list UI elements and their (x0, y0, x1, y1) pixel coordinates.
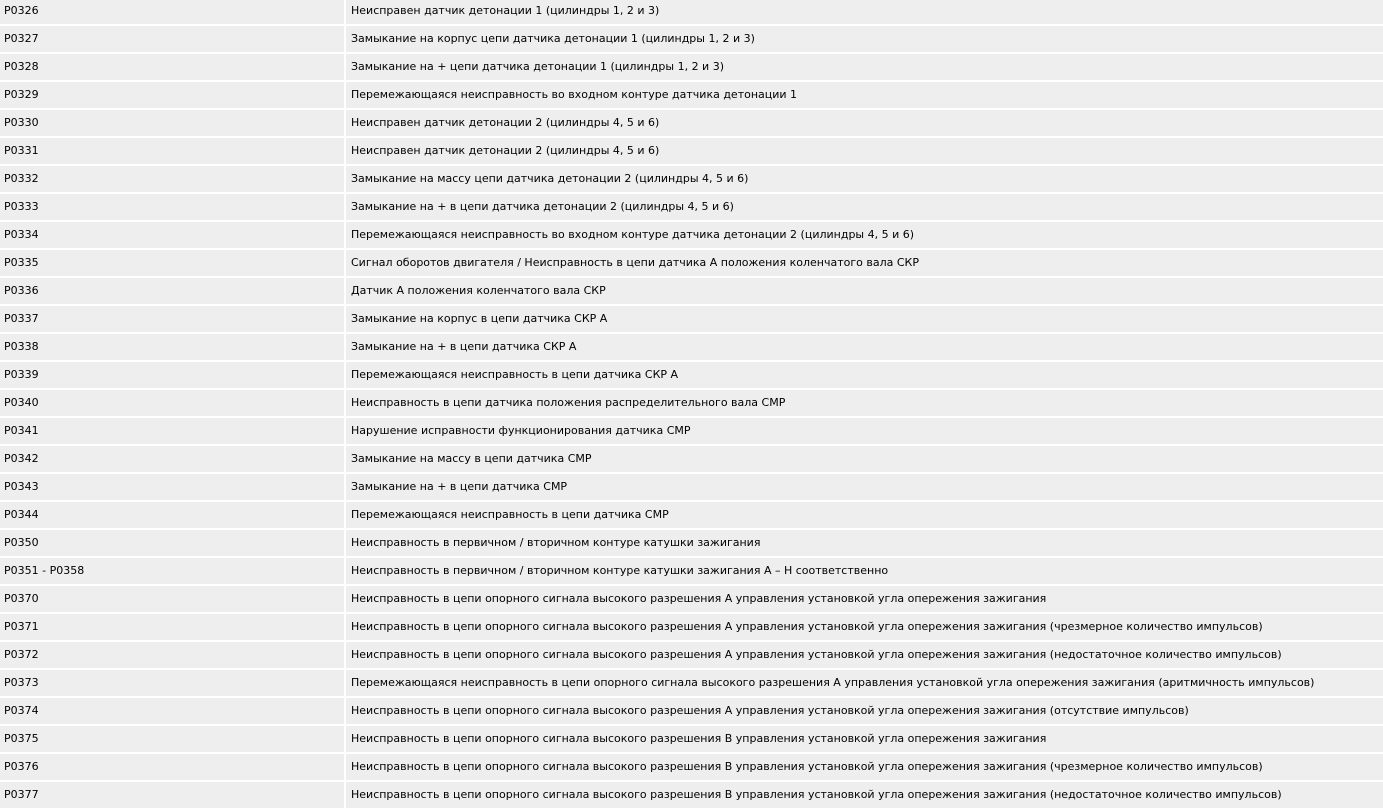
table-row (0, 306, 1383, 334)
table-row (0, 782, 1383, 810)
error-description-cell: Перемежающаяся неисправность во входном контуре датчика детонации 2 (цилиндры 4, 5 и 6) (346, 222, 1383, 250)
error-code-cell: P0339 (0, 362, 346, 390)
error-code-cell: P0333 (0, 194, 346, 222)
error-code-cell: P0376 (0, 754, 346, 782)
error-description-cell: Перемежающаяся неисправность в цепи опорного сигнала высокого разрешения А управления установкой угла опережения зажигания (аритмичность импульсов) (346, 670, 1383, 698)
table-row (0, 390, 1383, 418)
table-row (0, 26, 1383, 54)
table-row (0, 502, 1383, 530)
error-code-cell: P0351 - P0358 (0, 558, 346, 586)
error-code-cell: P0327 (0, 26, 346, 54)
table-row (0, 754, 1383, 782)
error-code-cell: P0374 (0, 698, 346, 726)
error-code-cell: P0329 (0, 82, 346, 110)
error-code-cell: P0371 (0, 614, 346, 642)
error-description-cell: Неисправность в цепи опорного сигнала высокого разрешения В управления установкой угла опережения зажигания (346, 726, 1383, 754)
error-description-cell: Замыкание на массу цепи датчика детонации 2 (цилиндры 4, 5 и 6) (346, 166, 1383, 194)
error-description-cell: Перемежающаяся неисправность в цепи датчика СКР А (346, 362, 1383, 390)
error-description-cell: Неисправность в цепи опорного сигнала высокого разрешения А управления установкой угла опережения зажигания (отсутствие импульсов) (346, 698, 1383, 726)
error-code-cell: P0335 (0, 250, 346, 278)
error-description-cell: Неисправность в цепи опорного сигнала высокого разрешения В управления установкой угла опережения зажигания (недостаточное количество импульсов) (346, 782, 1383, 810)
error-code-cell: P0338 (0, 334, 346, 362)
table-row (0, 558, 1383, 586)
error-code-cell: P0342 (0, 446, 346, 474)
error-description-cell: Замыкание на + в цепи датчика СМР (346, 474, 1383, 502)
table-row (0, 446, 1383, 474)
error-description-cell: Неисправен датчик детонации 2 (цилиндры 4, 5 и 6) (346, 138, 1383, 166)
table-row (0, 530, 1383, 558)
error-description-cell: Неисправен датчик детонации 2 (цилиндры 4, 5 и 6) (346, 110, 1383, 138)
table-row (0, 166, 1383, 194)
error-description-cell: Неисправность в цепи опорного сигнала высокого разрешения А управления установкой угла опережения зажигания (чрезмерное количество импульсов) (346, 614, 1383, 642)
error-description-cell: Замыкание на + цепи датчика детонации 1 (цилиндры 1, 2 и 3) (346, 54, 1383, 82)
error-code-cell: P0332 (0, 166, 346, 194)
error-code-cell: P0370 (0, 586, 346, 614)
table-row (0, 0, 1383, 26)
table-row (0, 278, 1383, 306)
table-row (0, 138, 1383, 166)
error-description-cell: Неисправен датчик детонации 1 (цилиндры 1, 2 и 3) (346, 0, 1383, 26)
error-description-cell: Сигнал оборотов двигателя / Неисправность в цепи датчика А положения коленчатого вала СКР (346, 250, 1383, 278)
error-description-cell: Датчик А положения коленчатого вала СКР (346, 278, 1383, 306)
table-row (0, 334, 1383, 362)
error-code-cell: P0343 (0, 474, 346, 502)
error-code-cell: P0330 (0, 110, 346, 138)
table-row (0, 474, 1383, 502)
error-description-cell: Неисправность в цепи датчика положения распределительного вала СМР (346, 390, 1383, 418)
error-code-cell: P0377 (0, 782, 346, 810)
error-code-cell: P0341 (0, 418, 346, 446)
table-row (0, 670, 1383, 698)
error-description-cell: Перемежающаяся неисправность во входном контуре датчика детонации 1 (346, 82, 1383, 110)
table-row (0, 82, 1383, 110)
error-code-cell: P0344 (0, 502, 346, 530)
error-description-cell: Неисправность в первичном / вторичном контуре катушки зажигания (346, 530, 1383, 558)
error-code-cell: P0373 (0, 670, 346, 698)
error-code-cell: P0331 (0, 138, 346, 166)
error-code-cell: P0326 (0, 0, 346, 26)
error-code-cell: P0340 (0, 390, 346, 418)
table-row (0, 110, 1383, 138)
table-row (0, 418, 1383, 446)
error-description-cell: Замыкание на + в цепи датчика СКР А (346, 334, 1383, 362)
error-code-cell: P0328 (0, 54, 346, 82)
table-row (0, 194, 1383, 222)
error-description-cell: Перемежающаяся неисправность в цепи датчика СМР (346, 502, 1383, 530)
error-description-cell: Неисправность в цепи опорного сигнала высокого разрешения А управления установкой угла опережения зажигания (недостаточное количество импульсов) (346, 642, 1383, 670)
error-code-cell: P0375 (0, 726, 346, 754)
error-description-cell: Нарушение исправности функционирования датчика СМР (346, 418, 1383, 446)
table-row (0, 250, 1383, 278)
error-description-cell: Неисправность в первичном / вторичном контуре катушки зажигания А – Н соответственно (346, 558, 1383, 586)
error-description-cell: Замыкание на корпус в цепи датчика СКР А (346, 306, 1383, 334)
table-row (0, 222, 1383, 250)
table-row (0, 698, 1383, 726)
error-code-cell: P0336 (0, 278, 346, 306)
error-code-cell: P0334 (0, 222, 346, 250)
table-row (0, 586, 1383, 614)
table-row (0, 726, 1383, 754)
error-code-cell: P0350 (0, 530, 346, 558)
table-row (0, 362, 1383, 390)
error-description-cell: Неисправность в цепи опорного сигнала высокого разрешения А управления установкой угла опережения зажигания (346, 586, 1383, 614)
table-row (0, 54, 1383, 82)
table-row (0, 642, 1383, 670)
error-description-cell: Замыкание на + в цепи датчика детонации 2 (цилиндры 4, 5 и 6) (346, 194, 1383, 222)
table-row (0, 614, 1383, 642)
error-description-cell: Замыкание на массу в цепи датчика СМР (346, 446, 1383, 474)
error-code-cell: P0337 (0, 306, 346, 334)
error-code-cell: P0372 (0, 642, 346, 670)
error-description-cell: Замыкание на корпус цепи датчика детонации 1 (цилиндры 1, 2 и 3) (346, 26, 1383, 54)
error-description-cell: Неисправность в цепи опорного сигнала высокого разрешения В управления установкой угла опережения зажигания (чрезмерное количество импульсов) (346, 754, 1383, 782)
